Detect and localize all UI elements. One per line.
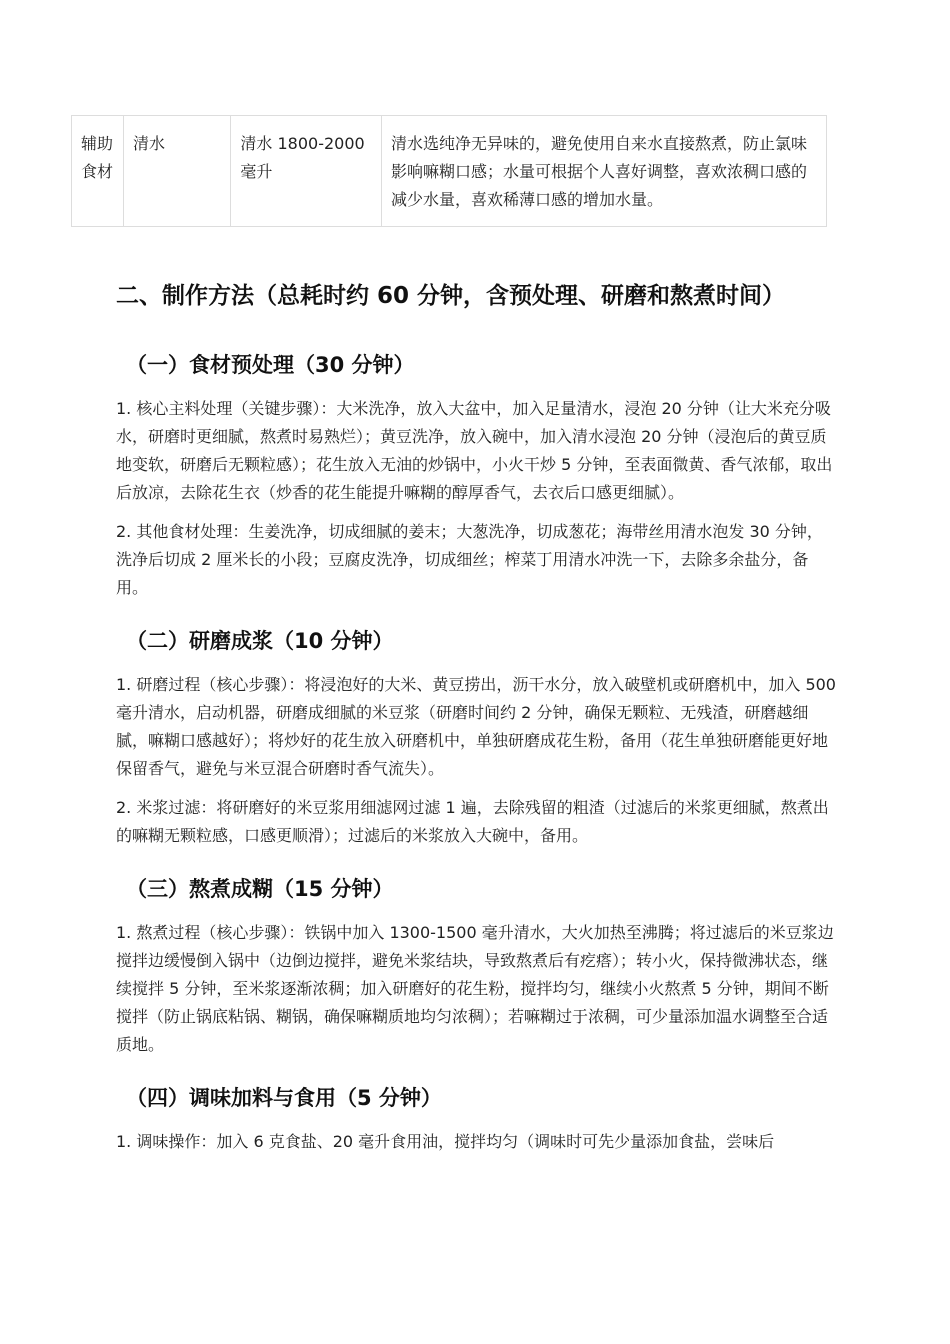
subsection-title-prep: （一）食材预处理（30 分钟） xyxy=(126,353,415,377)
section-title: 二、制作方法（总耗时约 60 分钟，含预处理、研磨和熬煮时间） xyxy=(116,283,786,309)
subsection-title-season: （四）调味加料与食用（5 分钟） xyxy=(126,1086,442,1110)
amount-cell: 清水 1800-2000 毫升 xyxy=(231,116,382,227)
ingredients-table xyxy=(71,115,827,227)
paragraph: 2. 米浆过滤：将研磨好的米豆浆用细滤网过滤 1 遍，去除残留的粗渣（过滤后的米浆更细腻，熬煮出的嘛糊无颗粒感，口感更顺滑）；过滤后的米浆放入大碗中，备用。 xyxy=(116,798,829,845)
paragraph: 2. 其他食材处理：生姜洗净，切成细腻的姜末；大葱洗净，切成葱花；海带丝用清水泡发 30 分钟，洗净后切成 2 厘米长的小段；豆腐皮洗净，切成细丝；榨菜丁用清水冲洗一下，去除多余盐分，备用。 xyxy=(116,522,823,597)
subsection-title-cook: （三）熬煮成糊（15 分钟） xyxy=(126,877,394,901)
table-row xyxy=(72,116,827,227)
note-cell: 清水选纯净无异味的，避免使用自来水直接熬煮，防止氯味影响嘛糊口感；水量可根据个人喜好调整，喜欢浓稠口感的减少水量，喜欢稀薄口感的增加水量。 xyxy=(381,116,826,227)
paragraph: 1. 核心主料处理（关键步骤）：大米洗净，放入大盆中，加入足量清水，浸泡 20 分钟（让大米充分吸水，研磨时更细腻，熬煮时易熟烂）；黄豆洗净，放入碗中，加入清水浸泡 20 分钟（浸泡后的黄豆质地变软，研磨后无颗粒感）；花生放入无油的炒锅中，小火干炒 5 分钟，至表面微黄、香气浓郁，取出后放凉，去除花生衣（炒香的花生能提升嘛糊的醇厚香气，去衣后口感更细腻）。 xyxy=(116,399,833,502)
category-cell: 辅助食材 xyxy=(72,116,124,227)
paragraph: 1. 调味操作：加入 6 克食盐、20 毫升食用油，搅拌均匀（调味时可先少量添加食盐，尝味后 xyxy=(116,1132,775,1151)
method-section xyxy=(116,276,838,1156)
paragraph: 1. 研磨过程（核心步骤）：将浸泡好的大米、黄豆捞出，沥干水分，放入破壁机或研磨机中，加入 500 毫升清水，启动机器，研磨成细腻的米豆浆（研磨时间约 2 分钟，确保无颗粒、无残渣，研磨越细腻，嘛糊口感越好）；将炒好的花生放入研磨机中，单独研磨成花生粉，备用（花生单独研磨能更好地保留香气，避免与米豆混合研磨时香气流失）。 xyxy=(116,675,836,778)
ingredient-name-cell: 清水 xyxy=(124,116,231,227)
subsection-title-grind: （二）研磨成浆（10 分钟） xyxy=(126,629,394,653)
paragraph: 1. 熬煮过程（核心步骤）：铁锅中加入 1300-1500 毫升清水，大火加热至沸腾；将过滤后的米豆浆边搅拌边缓慢倒入锅中（边倒边搅拌，避免米浆结块，导致熬煮后有疙瘩）；转小火，保持微沸状态，继续搅拌 5 分钟，至米浆逐渐浓稠；加入研磨好的花生粉，搅拌均匀，继续小火熬煮 5 分钟，期间不断搅拌（防止锅底粘锅、糊锅，确保嘛糊质地均匀浓稠）；若嘛糊过于浓稠，可少量添加温水调整至合适质地。 xyxy=(116,923,834,1054)
